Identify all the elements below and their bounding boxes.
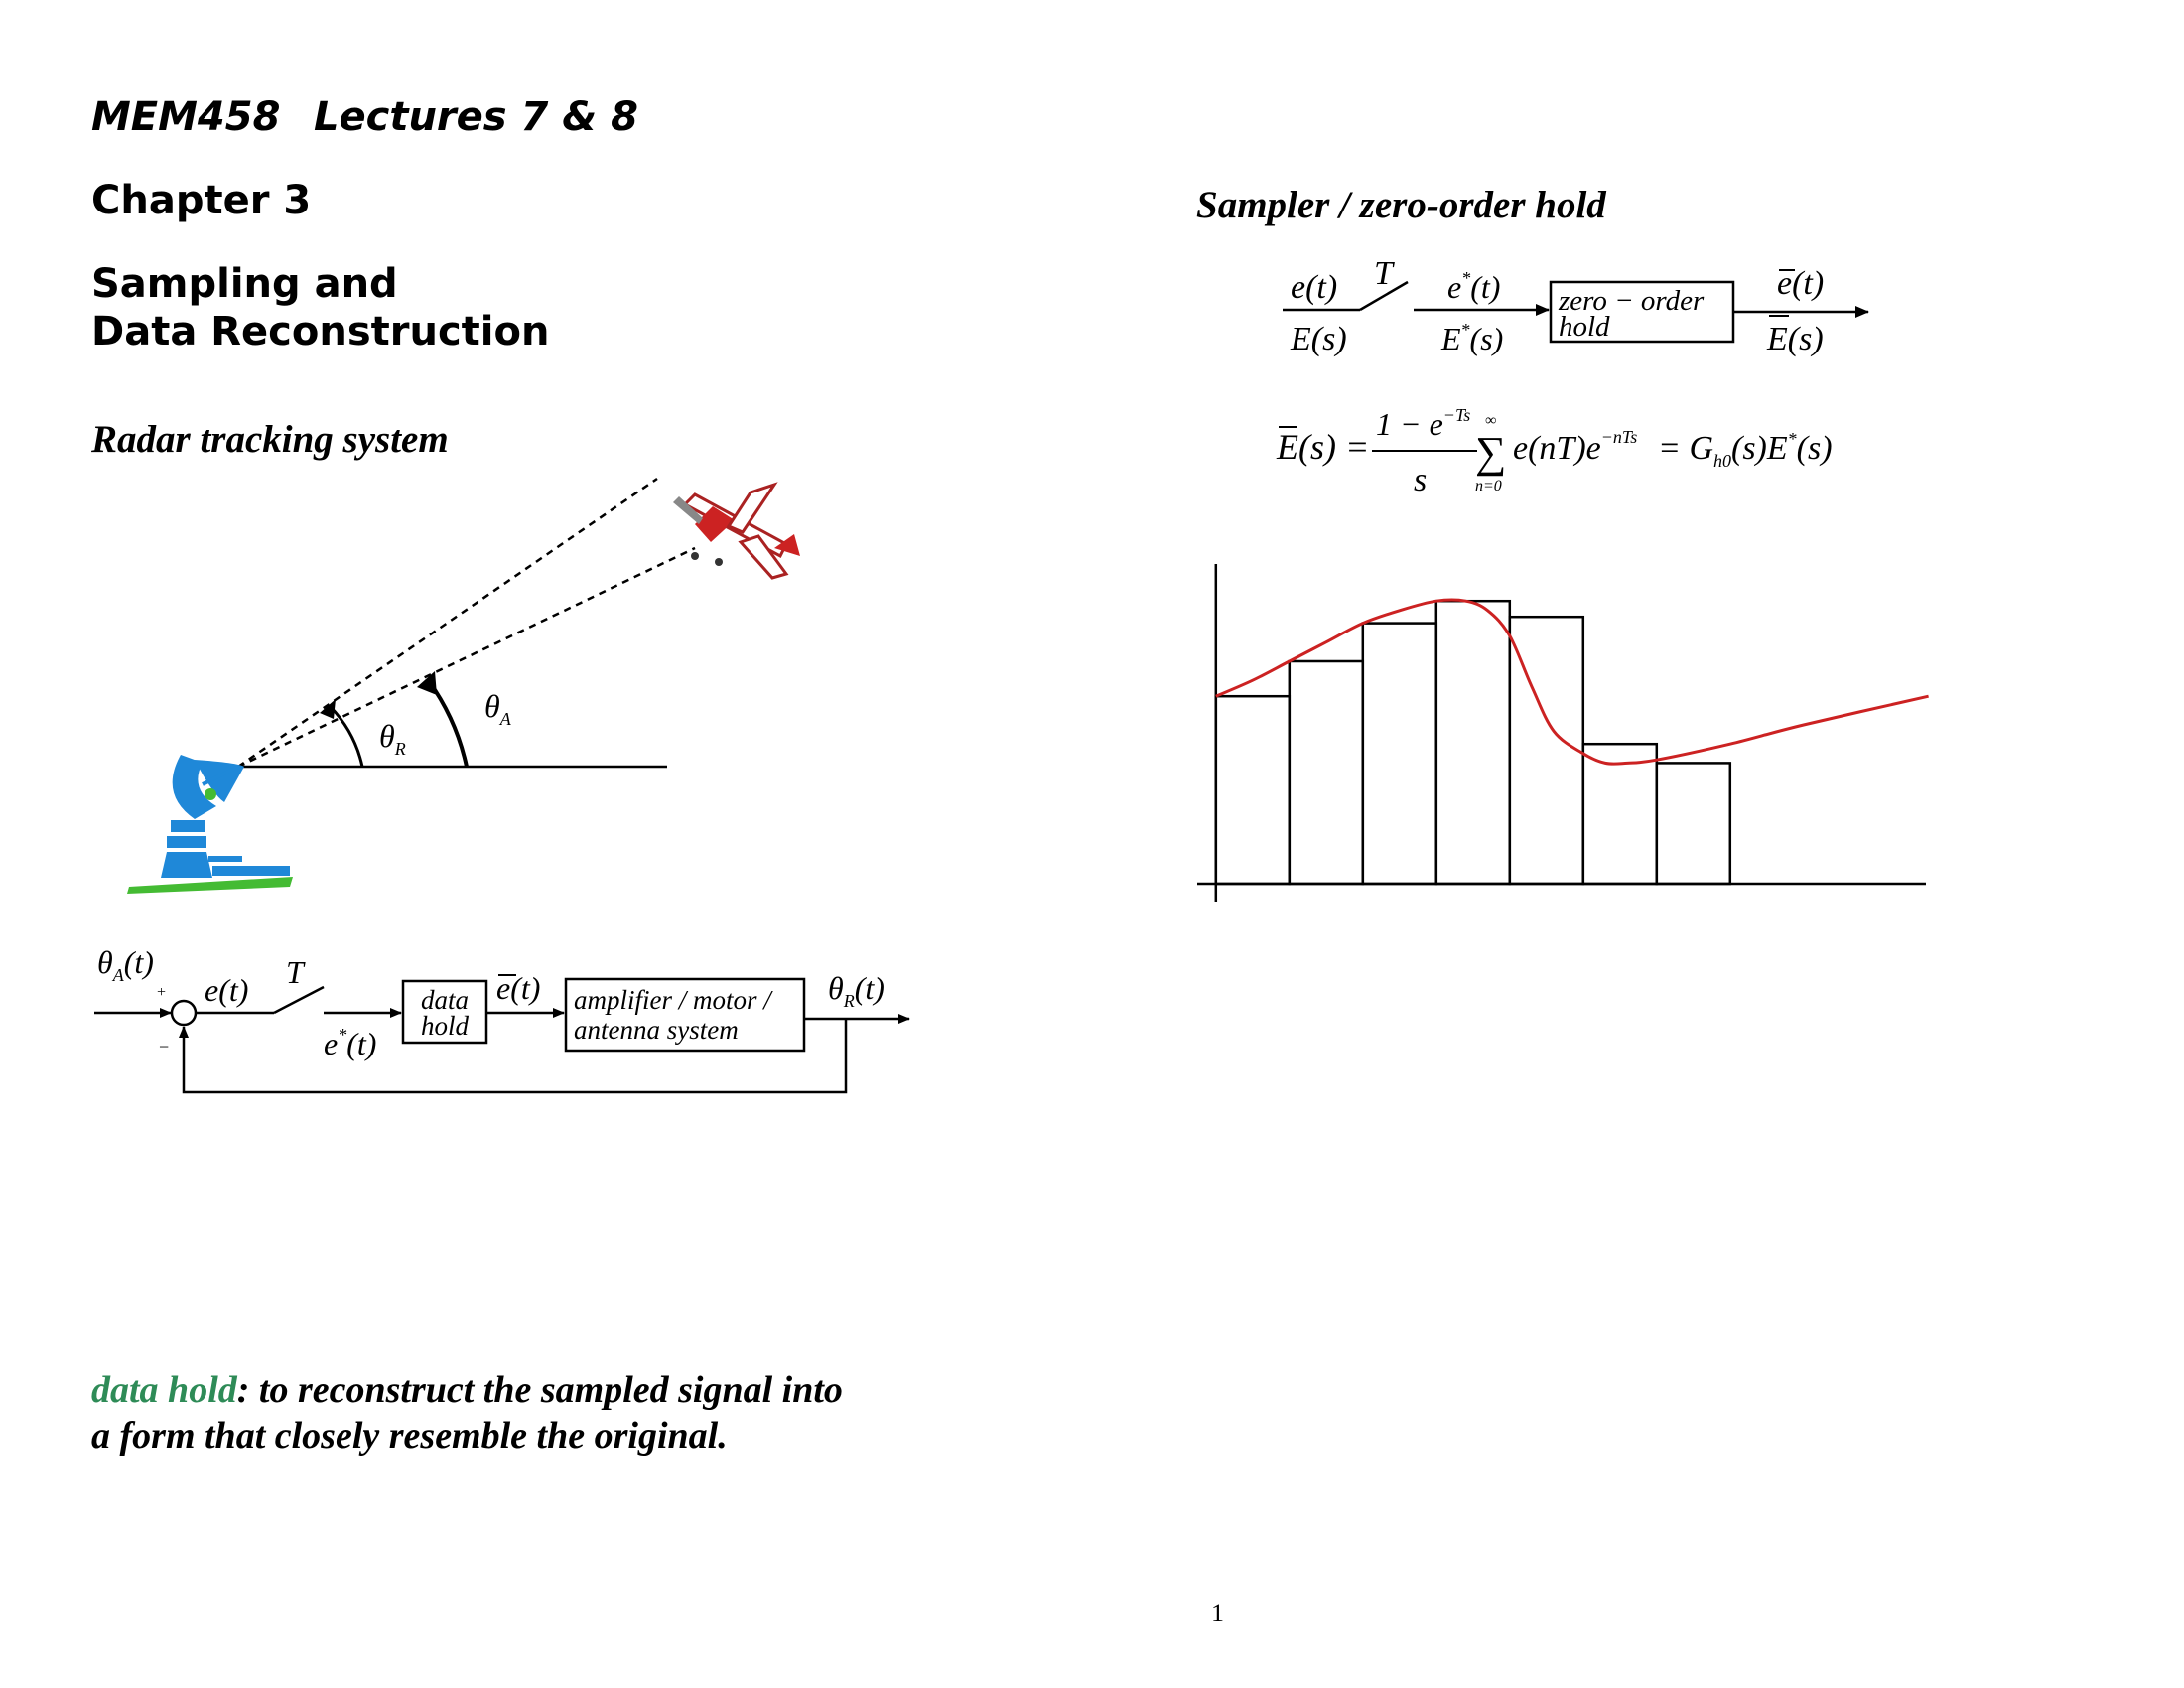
- formula-lhs: E(s) =: [1277, 427, 1370, 467]
- chapter-title: Chapter 3: [91, 178, 312, 223]
- formula-sum-symbol: ∑: [1475, 428, 1507, 477]
- formula-rhs: = $G_{h0}(s)E^*(s)$: [1658, 429, 1833, 471]
- input-theta-a-label: $\theta_A(t)$: [97, 944, 154, 985]
- zoh-step-bar: [1657, 763, 1730, 884]
- sampler-output-time-label: e*(t): [1447, 268, 1501, 305]
- zoh-step-bar: [1436, 601, 1510, 884]
- data-hold-definition: : to reconstruct the sampled signal into: [236, 1369, 843, 1411]
- theta-r-label: $\theta_R$: [379, 718, 406, 759]
- sampler-input-time-label: e(t): [1291, 269, 1338, 306]
- held-signal-label: e(t): [496, 970, 541, 1006]
- zoh-label-2: hold: [1559, 311, 1610, 343]
- zoh-output-laplace-label: E(s): [1767, 321, 1824, 357]
- sampler-subtitle: Sampler / zero-order hold: [1196, 184, 1606, 226]
- course-code: MEM458: [91, 94, 281, 140]
- output-theta-r-label: $\theta_R(t)$: [828, 970, 885, 1011]
- data-hold-note-line2: a form that closely resemble the original.: [91, 1415, 728, 1457]
- sampler-output-laplace-label: E*(s): [1441, 320, 1504, 356]
- sampler-input-laplace-label: E(s): [1291, 321, 1347, 357]
- continuous-signal-curve: [1216, 600, 1929, 764]
- error-label: e(t): [205, 972, 249, 1008]
- zoh-step-bar: [1216, 696, 1290, 884]
- plant-label-2: antenna system: [574, 1015, 739, 1045]
- plant-label-1: amplifier / motor /: [574, 985, 771, 1015]
- topic-title-line2: Data Reconstruction: [91, 309, 550, 354]
- lecture-title: Lectures 7 & 8: [314, 94, 638, 140]
- formula-term: $e(nT)e^{-nTs}$: [1513, 427, 1638, 467]
- data-hold-label-1: data: [420, 985, 470, 1015]
- formula-numerator: $1 - e^{-Ts}$: [1376, 405, 1471, 442]
- theta-a-label: $\theta_A$: [484, 688, 511, 729]
- summer-plus-sign: +: [157, 984, 167, 1001]
- topic-title-line1: Sampling and: [91, 261, 398, 307]
- zoh-label-1: zero − order: [1559, 285, 1705, 317]
- sampler-period-label: T: [1374, 255, 1393, 292]
- formula-sum-upper: ∞: [1485, 412, 1497, 429]
- formula-sum-lower: n=0: [1475, 478, 1502, 494]
- zoh-output-time-label: e(t): [1777, 265, 1825, 302]
- zoh-chart: [1191, 556, 1946, 914]
- sampling-period-label: T: [286, 954, 304, 990]
- sampled-signal-label: e*(t): [324, 1025, 377, 1061]
- page-number: 1: [1211, 1599, 1224, 1627]
- data-hold-term: data hold: [91, 1369, 237, 1411]
- summer-minus-sign: −: [159, 1037, 170, 1056]
- data-hold-label-2: hold: [420, 1011, 470, 1041]
- radar-subtitle: Radar tracking system: [91, 418, 449, 461]
- zoh-step-bar: [1290, 661, 1363, 884]
- formula-denominator: s: [1414, 462, 1428, 498]
- zoh-step-bar: [1363, 624, 1436, 884]
